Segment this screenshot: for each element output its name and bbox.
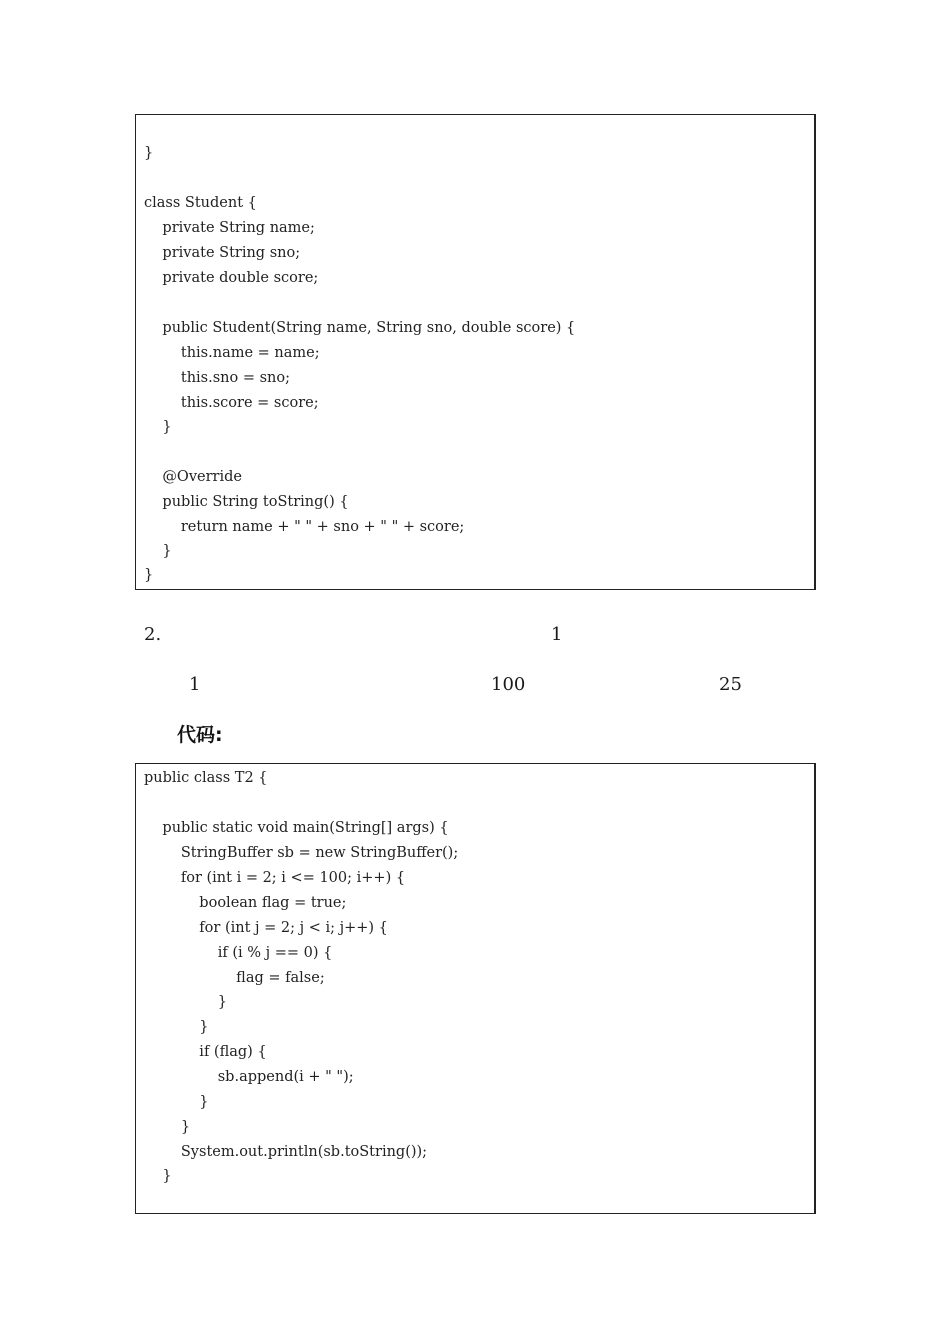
code-line: public class T2 { [144, 770, 268, 786]
code-line: private String name; [144, 220, 315, 236]
code-line: @Override [144, 469, 242, 485]
code-line: flag = false; [144, 970, 325, 986]
code-line: public String toString() { [144, 494, 349, 510]
code-block-1 [135, 114, 816, 590]
code-line: this.sno = sno; [144, 370, 290, 386]
code-line: private double score; [144, 270, 319, 286]
question-2-line-1 [144, 621, 794, 649]
code-line: } [144, 994, 227, 1010]
text-segment: 1 [189, 674, 201, 695]
code-line: System.out.println(sb.toString()); [144, 1144, 428, 1160]
code-line: } [144, 1019, 209, 1035]
code-line: } [144, 543, 172, 559]
code-line: } [144, 419, 172, 435]
code-line: boolean flag = true; [144, 895, 347, 911]
question-2-line-2 [144, 671, 794, 699]
text-segment: 1 [551, 624, 563, 645]
code-line: return name + " " + sno + " " + score; [144, 519, 465, 535]
code-line: } [144, 145, 154, 161]
code-line: for (int i = 2; i <= 100; i++) { [144, 870, 406, 886]
code-line: for (int j = 2; j < i; j++) { [144, 920, 388, 936]
code-line: public static void main(String[] args) { [144, 820, 449, 836]
code-line: sb.append(i + " "); [144, 1069, 354, 1085]
question-number: 2. [144, 624, 162, 645]
code-line: } [144, 1168, 172, 1184]
code-line: this.name = name; [144, 345, 320, 361]
text-segment: 25 [719, 674, 742, 695]
code-line: } [144, 1119, 191, 1135]
code-line: this.score = score; [144, 395, 319, 411]
code-line: class Student { [144, 195, 257, 211]
text-segment: 100 [491, 674, 526, 695]
code-block-2 [135, 763, 816, 1214]
code-line: } [144, 567, 154, 583]
code-label: 代码: [177, 724, 223, 746]
code-line: public Student(String name, String sno, double score) { [144, 320, 576, 336]
code-line: if (flag) { [144, 1044, 267, 1060]
code-line: } [144, 1094, 209, 1110]
code-line: StringBuffer sb = new StringBuffer(); [144, 845, 459, 861]
code-line: if (i % j == 0) { [144, 945, 333, 961]
code-line: private String sno; [144, 245, 301, 261]
